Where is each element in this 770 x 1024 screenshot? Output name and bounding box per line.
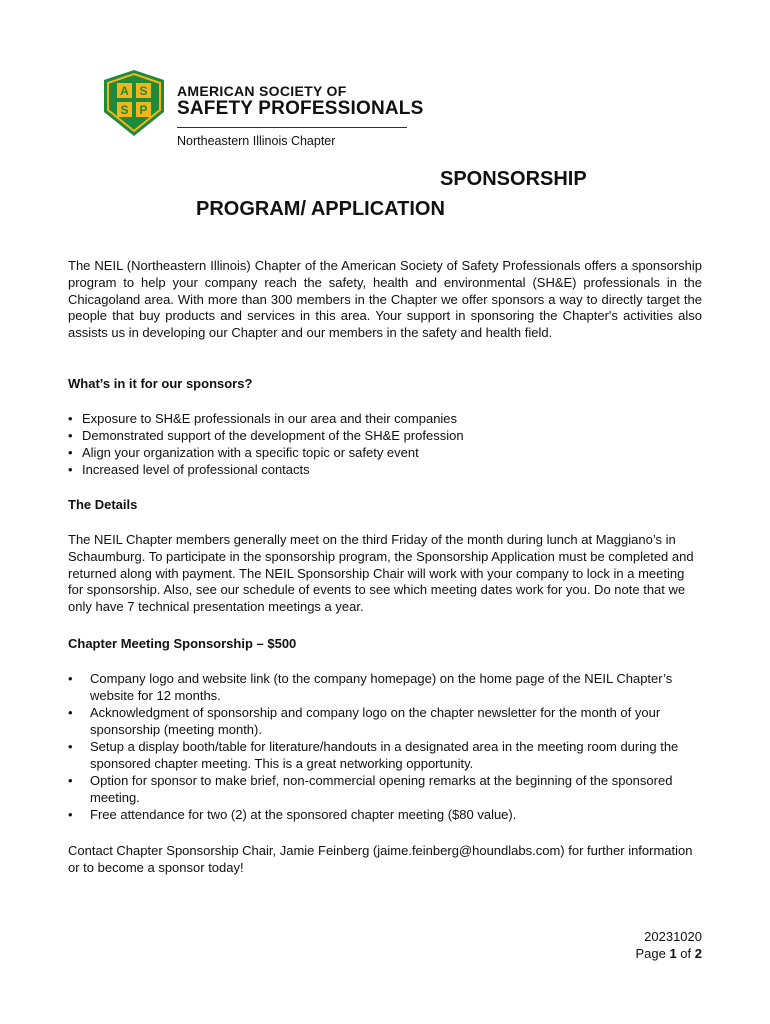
contact-paragraph: Contact Chapter Sponsorship Chair, Jamie Feinberg (jaime.feinberg@houndlabs.com) for further information or to become a sponsor today! [68,843,693,875]
page-footer [635,928,702,962]
list-item: • Demonstrated support of the development of the SH&E profession [68,427,464,444]
logo-letter-a: A [120,84,129,98]
list-item: • Acknowledgment of sponsorship and company logo on the chapter newsletter for the month of your sponsorship (meeting month). [68,704,708,738]
logo-chapter-name: Northeastern Illinois Chapter [177,134,336,148]
logo-org-line1: AMERICAN SOCIETY OF [177,83,347,99]
asp-logo [100,66,424,156]
page-total: 2 [694,946,702,961]
page-indicator [635,945,702,962]
logo-letter-p: P [139,103,148,117]
list-item: • Option for sponsor to make brief, non-commercial opening remarks at the beginning of the sponsored meeting. [68,772,708,806]
of-label: of [680,946,692,961]
document-title-line1: SPONSORSHIP [440,168,587,190]
asp-shield-emblem [100,68,168,138]
page-number: 1 [669,946,677,961]
document-title-line2: PROGRAM/ APPLICATION [196,198,445,220]
list-item: • Company logo and website link (to the company homepage) on the home page of the NEIL Chapter’s website for 12 months. [68,670,708,704]
logo-letter-s2: S [120,103,129,117]
logo-divider [177,127,407,128]
meeting-sponsorship-heading: Chapter Meeting Sponsorship – $500 [68,636,297,651]
intro-paragraph: The NEIL (Northeastern Illinois) Chapter of the American Society of Safety Professionals offers a sponsorship program to help your company reach the safety, health and environmental (SH&E) professionals in the Chicagoland area. With more than 300 members in the Chapter we offer sponsors a way to directly target the people that buy products and services in this area. Your support in sponsoring the Chapter's activities also assists us in developing our Chapter and our members in the safety and health field. [68,258,702,341]
page-label: Page [635,946,666,961]
logo-org-line2: SAFETY PROFESSIONALS [177,98,424,119]
details-heading: The Details [68,497,138,512]
list-item: • Exposure to SH&E professionals in our area and their companies [68,410,464,427]
document-code: 20231020 [644,929,702,944]
details-paragraph: The NEIL Chapter members generally meet on the third Friday of the month during lunch at Maggiano’s in Schaumburg. To participate in the sponsorship program, the Sponsorship Application must be completed and returned along with payment. The NEIL Sponsorship Chair will work with your company to lock in a meeting for sponsorship. Also, see our schedule of events to see which meeting dates work for you. Do note that we only have 7 technical presentation meetings a year. [68,532,694,615]
benefits-heading: What’s in it for our sponsors? [68,376,253,391]
list-item: • Setup a display booth/table for literature/handouts in a designated area in the meeting room during the sponsored chapter meeting. This is a great networking opportunity. [68,738,708,772]
list-item: • Align your organization with a specific topic or safety event [68,444,464,461]
list-item: • Free attendance for two (2) at the sponsored chapter meeting ($80 value). [68,806,708,823]
meeting-sponsorship-list [68,670,708,823]
benefits-list [68,410,464,478]
logo-letter-s1: S [139,84,148,98]
list-item: • Increased level of professional contacts [68,461,464,478]
